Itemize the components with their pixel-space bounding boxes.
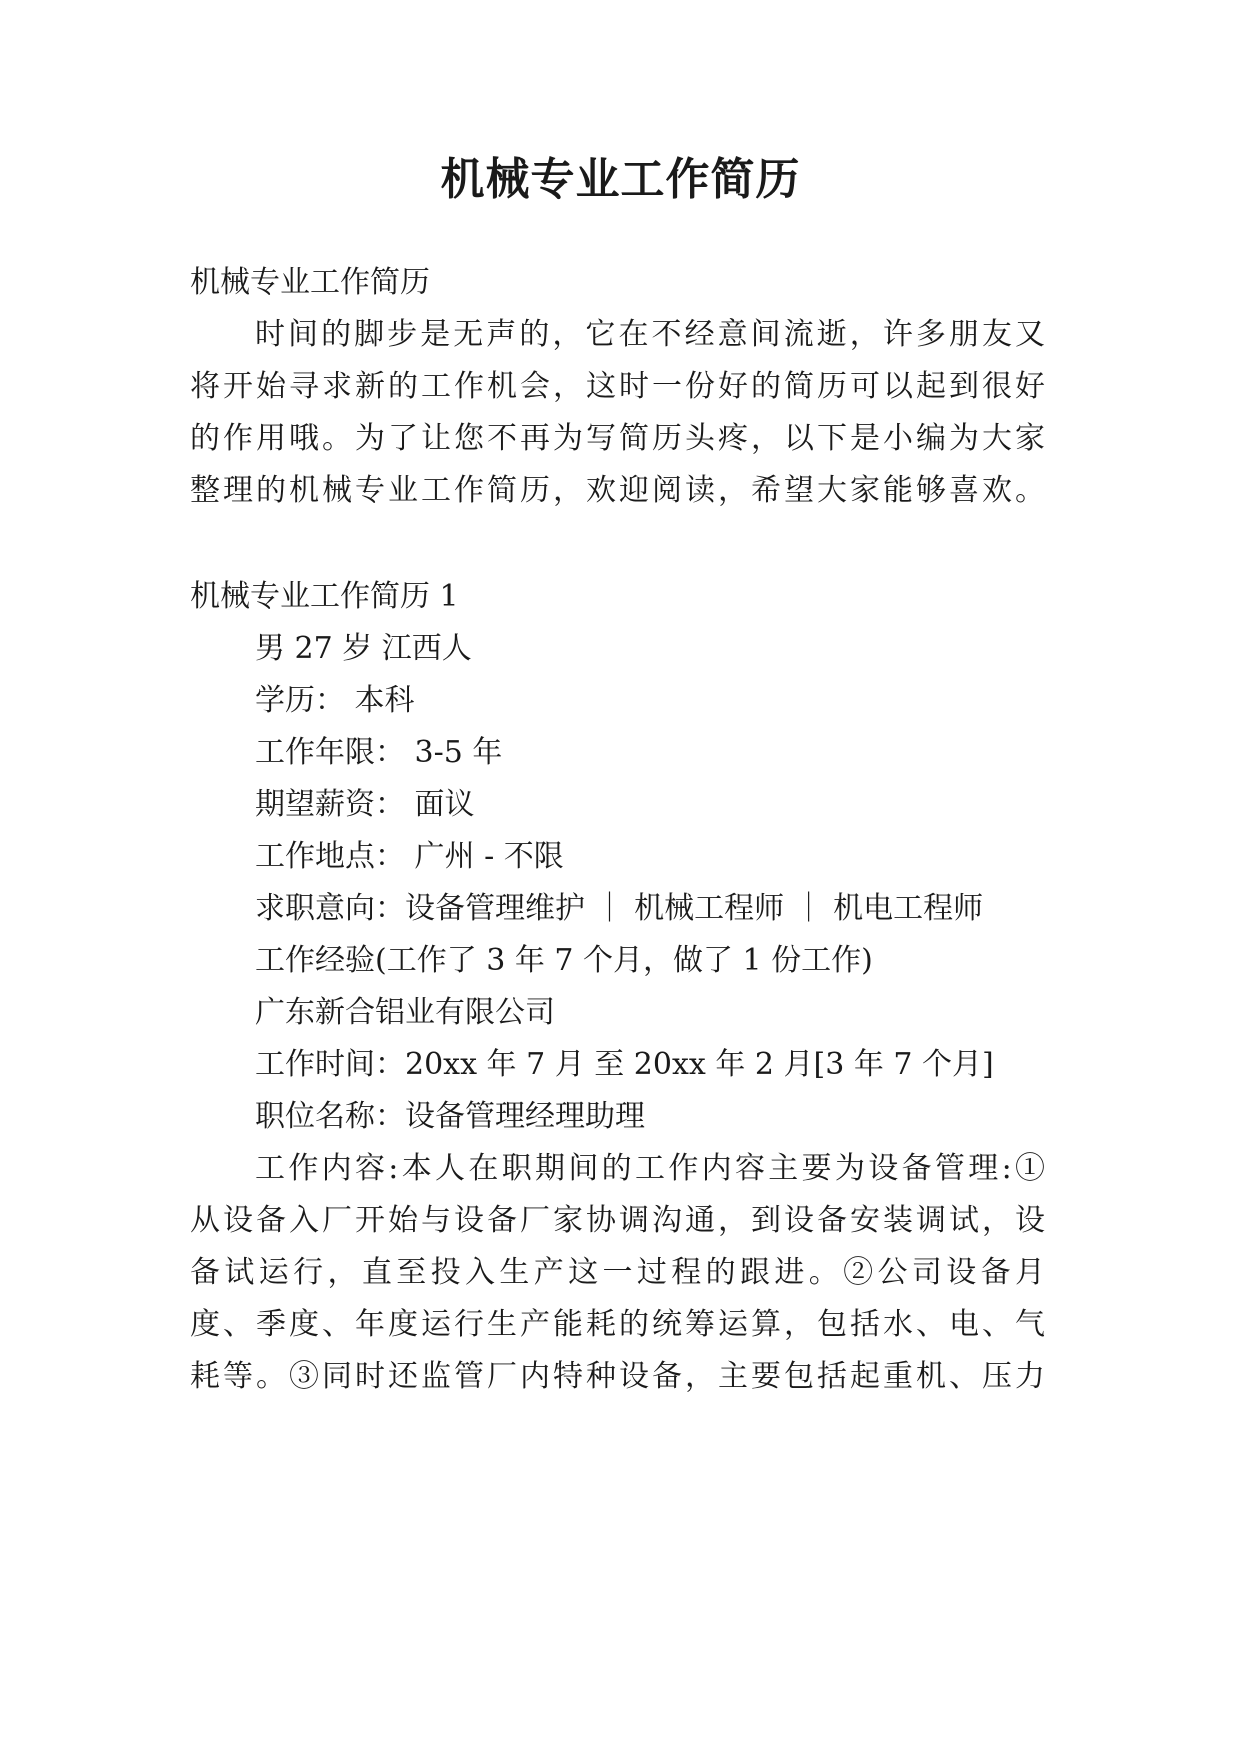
work-years-field: 工作年限： 3-5 年 — [255, 735, 503, 770]
work-period-field: 工作时间：20xx 年 7 月 至 20xx 年 2 月[3 年 7 个月] — [255, 1047, 994, 1082]
basic-info: 男 27 岁 江西人 — [255, 631, 472, 666]
position-field: 职位名称：设备管理经理助理 — [255, 1099, 645, 1134]
document-title: 机械专业工作简历 — [440, 154, 801, 205]
work-content-line-1: 工作内容:本人在职期间的工作内容主要为设备管理:① — [255, 1151, 1045, 1186]
work-content-line-4: 度、季度、年度运行生产能耗的统筹运算，包括水、电、气 — [190, 1307, 1045, 1342]
intro-line-1: 时间的脚步是无声的，它在不经意间流逝，许多朋友又 — [255, 317, 1045, 352]
job-intention-field: 求职意向：设备管理维护 ｜ 机械工程师 ｜ 机电工程师 — [255, 891, 984, 926]
intro-line-4: 整理的机械专业工作简历，欢迎阅读，希望大家能够喜欢。 — [190, 473, 1045, 508]
intro-line-3: 的作用哦。为了让您不再为写简历头疼，以下是小编为大家 — [190, 421, 1045, 456]
intro-line-2: 将开始寻求新的工作机会，这时一份好的简历可以起到很好 — [190, 369, 1045, 404]
education-field: 学历： 本科 — [255, 683, 415, 718]
location-field: 工作地点： 广州 - 不限 — [255, 839, 564, 874]
resume-heading: 机械专业工作简历 1 — [190, 579, 459, 614]
section-heading: 机械专业工作简历 — [190, 265, 430, 300]
work-content-line-5: 耗等。③同时还监管厂内特种设备，主要包括起重机、压力 — [190, 1359, 1045, 1394]
company-name: 广东新合铝业有限公司 — [255, 995, 555, 1030]
work-content-line-3: 备试运行，直至投入生产这一过程的跟进。②公司设备月 — [190, 1255, 1045, 1290]
work-content-line-2: 从设备入厂开始与设备厂家协调沟通，到设备安装调试，设 — [190, 1203, 1045, 1238]
experience-summary: 工作经验(工作了 3 年 7 个月，做了 1 份工作) — [255, 943, 873, 978]
salary-field: 期望薪资： 面议 — [255, 787, 475, 822]
